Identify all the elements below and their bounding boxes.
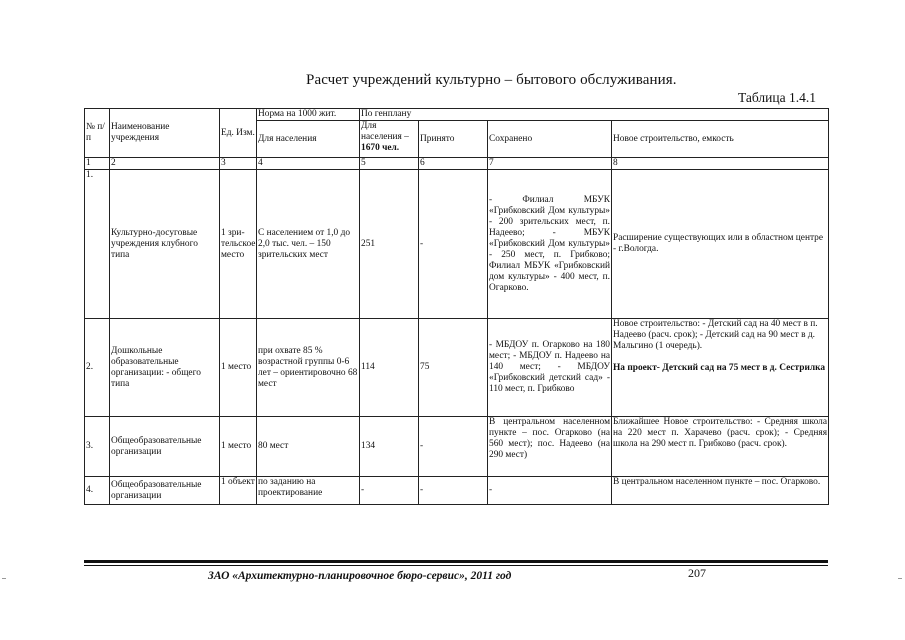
table-row bbox=[85, 319, 829, 417]
row-norm: 80 мест bbox=[257, 417, 360, 477]
header-norm-pop: Для населения bbox=[257, 121, 360, 158]
page-number: 207 bbox=[688, 566, 706, 580]
scan-mark bbox=[2, 578, 6, 579]
row-pop: 114 bbox=[360, 319, 419, 417]
row-unit: 1 объект bbox=[220, 477, 257, 505]
page-title: Расчет учреждений культурно – бытового обслуживания. bbox=[306, 72, 677, 88]
row-kept: - bbox=[488, 477, 612, 505]
row-kept: - Филиал МБУК «Грибковский Дом культуры» - 200 зрительских мест, п. Надеево; - МБУК «Грибковский Дом культуры» - 250 мест, п. Грибково; Филиал МБУК «Грибковский дом культуры» - 400 мест, п. Огарково. bbox=[488, 170, 612, 319]
row-new: Расширение существующих или в областном центре - г.Вологда. bbox=[612, 170, 829, 319]
row-accepted: 75 bbox=[419, 319, 488, 417]
footer-organization: ЗАО «Архитектурно-планировочное бюро-сервис», 2011 год bbox=[208, 570, 512, 582]
row-accepted: - bbox=[419, 477, 488, 505]
row-norm: по заданию на проектирование bbox=[257, 477, 360, 505]
table-row bbox=[85, 170, 829, 319]
header-accepted: Принято bbox=[419, 121, 488, 158]
header-name: Наименование учреждения bbox=[110, 109, 220, 158]
row-new: В центральном населенном пункте – пос. Огарково. bbox=[612, 477, 829, 505]
col-number: 4 bbox=[257, 158, 360, 170]
col-number: 3 bbox=[220, 158, 257, 170]
row-unit: 1 место bbox=[220, 319, 257, 417]
row-name: Общеобразовательные организации bbox=[110, 417, 220, 477]
col-number: 1 bbox=[85, 158, 110, 170]
row-unit: 1 зри-тельское место bbox=[220, 170, 257, 319]
row-new-cell bbox=[612, 319, 829, 417]
col-number: 8 bbox=[612, 158, 829, 170]
footer-rule-thin bbox=[84, 565, 828, 566]
row-new: Новое строительство: - Детский сад на 40 мест в п. Надеево (расч. срок); - Детский сад на 90 мест в д. Мальгино (1 очередь). bbox=[613, 319, 818, 351]
row-pop: 251 bbox=[360, 170, 419, 319]
header-plan-pop bbox=[360, 121, 419, 158]
services-table bbox=[84, 108, 829, 505]
row-num: 4. bbox=[85, 477, 110, 505]
header-num: № п/п bbox=[85, 109, 110, 158]
row-pop: 134 bbox=[360, 417, 419, 477]
header-plan-pop-label: Для населения – bbox=[361, 121, 409, 142]
row-norm: при охвате 85 % возрастной группы 0-6 лет – ориентировочно 68 мест bbox=[257, 319, 360, 417]
row-name: Культурно-досуговые учреждения клубного типа bbox=[110, 170, 220, 319]
row-num: 1. bbox=[85, 170, 110, 319]
row-new-project: На проект- Детский сад на 75 мест в д. Сестрилка bbox=[613, 363, 826, 373]
row-accepted: - bbox=[419, 417, 488, 477]
footer-rule-thick bbox=[84, 560, 828, 563]
table-row bbox=[85, 417, 829, 477]
row-num: 2. bbox=[85, 319, 110, 417]
col-number: 2 bbox=[110, 158, 220, 170]
header-row-1 bbox=[85, 109, 829, 121]
header-kept: Сохранено bbox=[488, 121, 612, 158]
col-number: 7 bbox=[488, 158, 612, 170]
row-new: Ближайшее Новое строительство: - Средняя школа на 220 мест п. Харачево (расч. срок); - Средняя школа на 290 мест п. Грибково (расч. срок). bbox=[612, 417, 829, 477]
row-unit: 1 место bbox=[220, 417, 257, 477]
row-kept: В центральном населенном пункте – пос. Огарково (на 560 мест); пос. Надеево (на 290 мест) bbox=[488, 417, 612, 477]
table-number: Таблица 1.4.1 bbox=[738, 90, 816, 105]
row-name: Дошкольные образовательные организации: - общего типа bbox=[110, 319, 220, 417]
col-number: 6 bbox=[419, 158, 488, 170]
row-num: 3. bbox=[85, 417, 110, 477]
header-new-build: Новое строительство, емкость bbox=[612, 121, 829, 158]
row-norm: С населением от 1,0 до 2,0 тыс. чел. – 150 зрительских мест bbox=[257, 170, 360, 319]
row-pop: - bbox=[360, 477, 419, 505]
table-row bbox=[85, 477, 829, 505]
header-plan-pop-value: 1670 чел. bbox=[361, 143, 400, 153]
row-name: Общеобразовательные организации bbox=[110, 477, 220, 505]
header-plan-group: По генплану bbox=[360, 109, 829, 121]
column-number-row bbox=[85, 158, 829, 170]
scan-mark bbox=[898, 578, 902, 579]
header-norm-group: Норма на 1000 жит. bbox=[257, 109, 360, 121]
header-unit: Ед. Изм. bbox=[220, 109, 257, 158]
row-accepted: - bbox=[419, 170, 488, 319]
col-number: 5 bbox=[360, 158, 419, 170]
row-kept: - МБДОУ п. Огарково на 180 мест; - МБДОУ п. Надеево на 140 мест; - МБДОУ «Грибковский детский сад» - 110 мест, п. Грибково bbox=[488, 319, 612, 417]
